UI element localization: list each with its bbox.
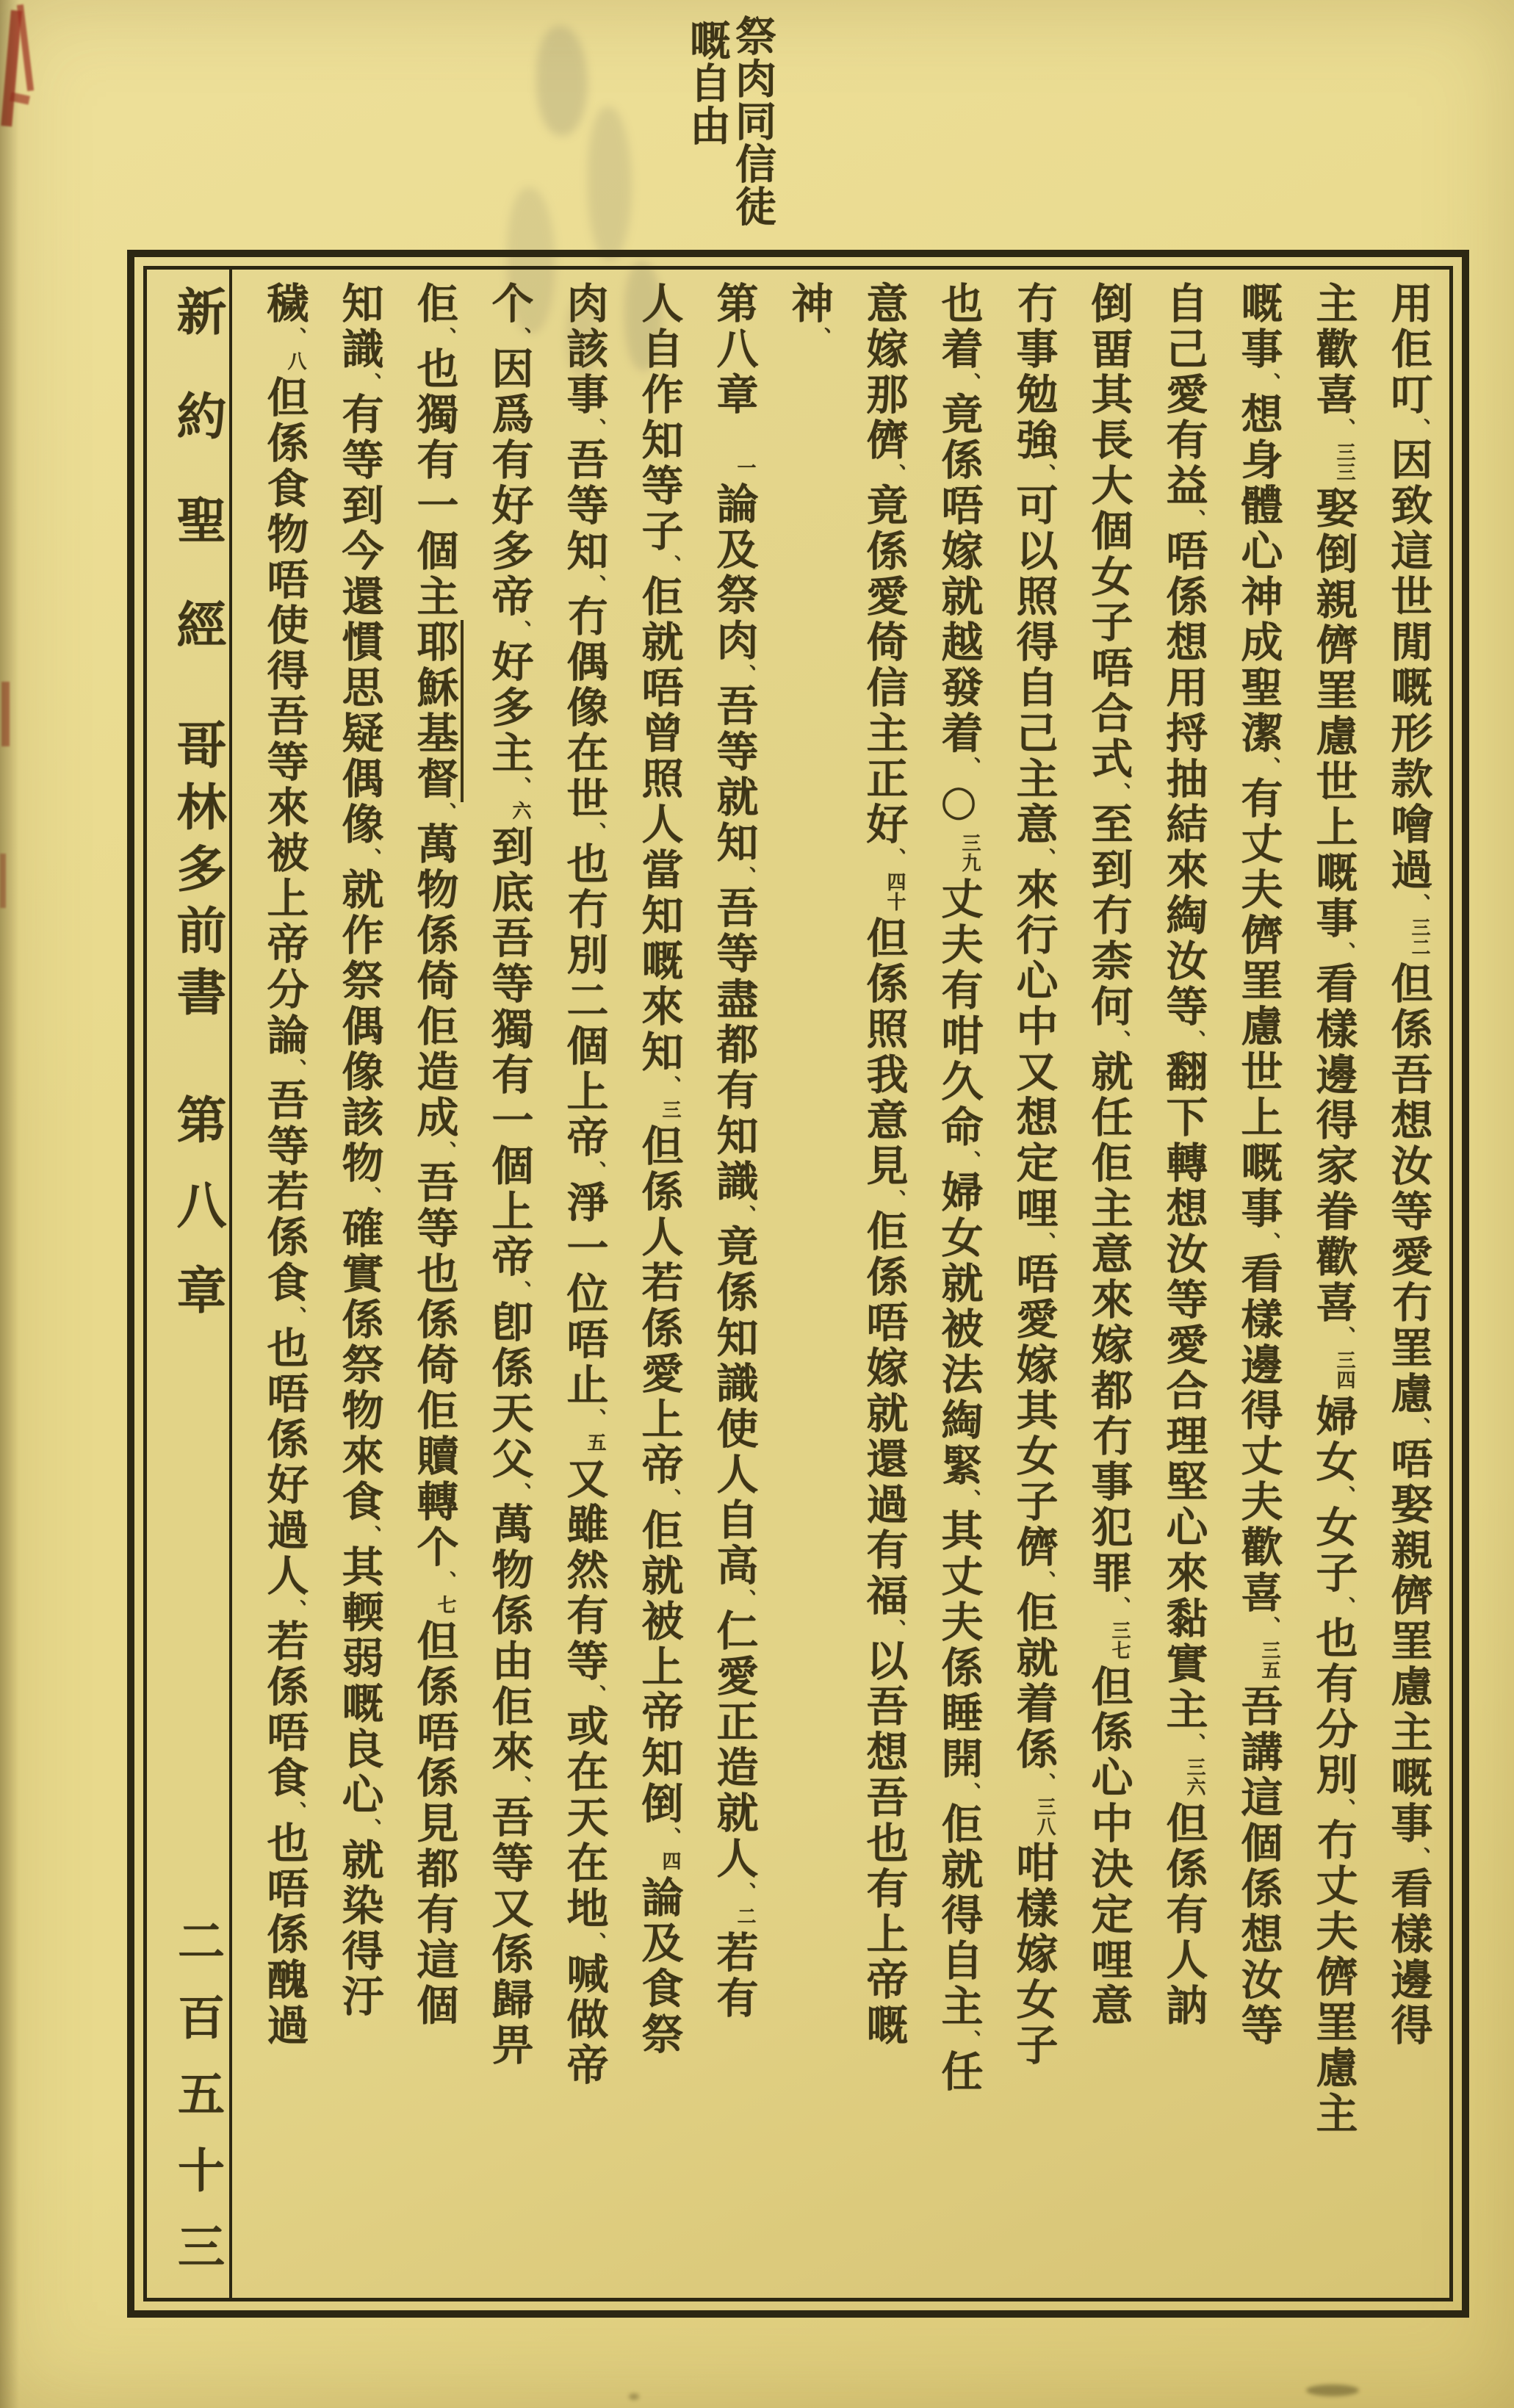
ideographic-comma: 、 [508, 776, 531, 796]
ideographic-comma: 、 [1183, 1030, 1205, 1050]
ideographic-comma: 、 [1333, 1596, 1355, 1616]
binding-shadow [0, 0, 19, 2408]
column-text: 个、因爲有好多帝、好多主、 [485, 281, 533, 796]
text-column [1371, 281, 1446, 2289]
verse-number: 八 [284, 351, 306, 371]
ideographic-comma: 、 [733, 664, 756, 684]
red-stamp-mark [17, 4, 34, 91]
verse-number: 四 [659, 1851, 681, 1871]
ideographic-comma: 、 [658, 1075, 681, 1095]
ideographic-comma: 、 [583, 822, 606, 842]
ideographic-comma: 、 [1407, 1417, 1430, 1437]
text-column [247, 281, 322, 2289]
ink-smudge [536, 26, 588, 136]
ink-smudge [1306, 2384, 1359, 2396]
column-text: 但係心中決定哩意 [1084, 1665, 1133, 2029]
text-column [1296, 281, 1371, 2289]
ideographic-comma: 、 [1033, 1232, 1056, 1252]
ideographic-comma: 、 [1258, 1616, 1280, 1636]
column-text: 但係人若係愛上帝、佢就被上帝知倒、 [635, 1124, 683, 1847]
column-text: 若有 [710, 1931, 758, 2022]
ideographic-comma: 、 [583, 1684, 606, 1704]
ink-smudge [629, 2393, 639, 2400]
ideographic-comma: 、 [1333, 1798, 1355, 1818]
ideographic-comma: 、 [958, 2030, 981, 2050]
column-text: 但係食物唔使得吾等來被上帝分論、吾等若係食、也唔係好過人、若係唔食、也唔係醜過 [260, 375, 309, 2049]
ideographic-comma: 、 [358, 1525, 381, 1545]
text-column [696, 281, 771, 2289]
ideographic-comma: 、 [958, 372, 981, 392]
ideographic-comma: 、 [1033, 1571, 1056, 1590]
text-column [1071, 281, 1146, 2289]
ideographic-comma: 、 [583, 418, 606, 438]
ideographic-comma: 、 [1033, 1773, 1056, 1792]
page-frame-inner [143, 266, 1453, 2301]
ideographic-comma: 、 [508, 620, 531, 640]
ideographic-comma: 、 [358, 1186, 381, 1206]
column-text: 丈夫有咁久命、婦女就被法綯緊、其丈夫係睡開、佢就得自主、任 [934, 877, 983, 2095]
ideographic-comma: 、 [1333, 942, 1355, 962]
ideographic-comma: 、 [1333, 418, 1355, 438]
column-text: 但係吾想汝等愛冇罣慮、唔娶親儕罣慮主嘅事、看樣邊得 [1384, 962, 1432, 2049]
ideographic-comma: 、 [958, 1782, 981, 1802]
verse-number: 三八 [1034, 1797, 1056, 1836]
text-column [771, 281, 846, 2289]
text-column [921, 281, 996, 2289]
ideographic-comma: 、 [658, 1488, 681, 1508]
chapter-heading: 第八章 [710, 281, 758, 418]
ideographic-comma: 、 [1108, 1030, 1131, 1050]
verse-number: 一 [734, 458, 756, 477]
column-text: 、萬物係倚佢造成、吾等也係倚佢贖轉个、 [410, 802, 458, 1590]
column-text: 意嫁那儕、竟係愛倚信主正好、 [859, 281, 908, 868]
ideographic-comma: 、 [284, 1801, 306, 1821]
ideographic-comma: 、 [284, 1599, 306, 1619]
verse-number: 三五 [1258, 1640, 1280, 1680]
ideographic-comma: 、 [583, 574, 606, 594]
text-column [547, 281, 621, 2289]
ideographic-comma: 、 [583, 1932, 606, 1952]
column-text: 自己愛有益、唔係想用捋抽結來綯汝等、翻下轉想汝等愛合理堅心來黏實主、 [1159, 281, 1208, 1753]
ideographic-comma: 、 [883, 464, 906, 483]
column-text: 人自作知等子、佢就唔曾照人當知嘅來知、 [635, 281, 683, 1095]
verse-number: 三二 [1408, 918, 1430, 957]
book-title: 哥林多前書 [168, 719, 226, 1028]
ideographic-comma: 、 [284, 327, 306, 347]
ideographic-comma: 、 [1333, 1326, 1355, 1346]
proper-noun-marked-text: 耶穌基督 [410, 620, 464, 802]
ideographic-comma: 、 [1407, 418, 1430, 438]
ideographic-comma: 、 [508, 1482, 531, 1502]
column-text: 論及食祭 [635, 1875, 683, 2058]
chapter-label: 第八章 [168, 1094, 226, 1349]
column-text: 主歡喜、 [1309, 281, 1358, 438]
main-text-area [237, 281, 1446, 2289]
text-column [846, 281, 921, 2289]
verse-number: 三四 [1333, 1350, 1355, 1390]
verse-number: 四十 [884, 872, 906, 912]
ideographic-comma: 、 [1183, 1733, 1205, 1753]
column-text: 吾講這個係想汝等 [1234, 1684, 1283, 2049]
column-text: 穢、 [260, 281, 309, 347]
ideographic-comma: 、 [433, 802, 456, 822]
ideographic-comma: 、 [1108, 782, 1131, 802]
ideographic-comma: 、 [883, 1189, 906, 1209]
verse-number: 七 [434, 1595, 456, 1615]
ideographic-comma: 、 [508, 1280, 531, 1300]
column-text: 佢、也獨有一個主 [410, 281, 458, 620]
ideographic-comma: 、 [733, 1882, 756, 1902]
ideographic-comma: 、 [1033, 848, 1056, 868]
ideographic-comma: 、 [658, 1827, 681, 1847]
ideographic-comma: 、 [1407, 1847, 1430, 1867]
ideographic-comma: 、 [883, 1619, 906, 1639]
ideographic-comma: 、 [1108, 1596, 1131, 1616]
verse-number: 三 [659, 1100, 681, 1120]
ideographic-comma: 、 [433, 1141, 456, 1161]
column-text: 又雖然有等、或在天在地、喊做帝 [560, 1457, 608, 2088]
ideographic-comma: 、 [658, 555, 681, 574]
ideographic-comma: 、 [508, 1776, 531, 1795]
page-frame [127, 250, 1469, 2318]
verse-number: 三七 [1109, 1621, 1131, 1660]
ideographic-comma: 、 [1407, 893, 1430, 913]
text-column [621, 281, 696, 2289]
ideographic-comma: 、 [958, 757, 981, 776]
column-text: 神、 [785, 281, 833, 347]
ink-smudge [588, 107, 632, 261]
column-text: 知識、有等到今還慣思疑偶像、就作祭偶像該物、確實係祭物來食、其輭弱嘅良心、就染得汙 [335, 281, 383, 2020]
ideographic-comma: 、 [358, 1818, 381, 1838]
bible-title: 新約聖經 [168, 286, 226, 703]
ideographic-comma: 、 [1033, 464, 1056, 483]
column-text: 倒畱其長大個女子唔合式、至到冇柰何、就任佢主意來嫁都冇事犯罪、 [1084, 281, 1133, 1616]
running-header-outer: 祭肉同信徒 [729, 15, 776, 228]
ideographic-comma: 、 [1258, 1232, 1280, 1252]
ideographic-comma: 、 [883, 848, 906, 868]
column-text: 但係照我意見、佢係唔嫁就還過有福、以吾想吾也有上帝嘅 [859, 916, 908, 2049]
column-text: 用佢叮、因致這世閒嘅形款噲過、 [1384, 281, 1432, 913]
ideographic-comma: 、 [583, 1161, 606, 1180]
ideographic-comma: 、 [808, 327, 831, 347]
text-column [996, 281, 1071, 2289]
text-column [322, 281, 397, 2289]
ideographic-comma: 、 [433, 327, 456, 347]
ideographic-comma: 、 [508, 327, 531, 347]
verse-number: 二 [734, 1906, 756, 1926]
ideographic-comma: 、 [358, 848, 381, 868]
column-text: 冇事勉強、可以照得自己主意、來行心中又想定哩、唔愛嫁其女子儕、佢就着係、 [1009, 281, 1058, 1792]
ideographic-comma: 、 [284, 1059, 306, 1078]
ideographic-comma: 、 [733, 1589, 756, 1609]
ideographic-comma: 、 [284, 1306, 306, 1326]
column-text: 論及祭肉、吾等就知、吾等盡都有知識、竟係知識使人自高、仁愛正造就人、 [710, 482, 758, 1902]
column-text: 但係唔係見都有這個 [410, 1619, 458, 2029]
column-text: 娶倒親儕罣慮世上嘅事、看樣邊得家眷歡喜、 [1309, 486, 1358, 1346]
ideographic-comma: 、 [733, 1205, 756, 1225]
text-column [1146, 281, 1221, 2289]
text-column [397, 281, 472, 2289]
verse-number: 五 [584, 1432, 606, 1452]
verse-number: 三九 [959, 833, 981, 873]
ideographic-comma: 、 [1183, 509, 1205, 529]
verse-number: 三六 [1183, 1757, 1205, 1797]
ideographic-comma: 、 [433, 1571, 456, 1590]
column-text: 也着、竟係唔嫁就越發着、○ [934, 281, 983, 829]
page-number: 二百五十三 [170, 1917, 224, 2299]
ideographic-comma: 、 [1333, 1485, 1355, 1505]
column-text: 咁樣嫁女子 [1009, 1841, 1058, 2069]
text-column [1221, 281, 1296, 2289]
ideographic-comma: 、 [1258, 372, 1280, 392]
verse-number: 三三 [1333, 442, 1355, 482]
ideographic-comma: 、 [958, 1150, 981, 1170]
column-text: 嘅事、想身體心神成聖潔、有丈夫儕罣慮世上嘅事、看樣邊得丈夫歡喜、 [1234, 281, 1283, 1636]
column-text: 但係有人訥 [1159, 1801, 1208, 2029]
column-text: 肉該事、吾等知、冇偶像在世、也冇別二個上帝、淨一位唔止、 [560, 281, 608, 1428]
ideographic-comma: 、 [583, 1408, 606, 1428]
running-header-inner: 嘅自由 [683, 19, 731, 147]
column-text: 婦女、女子、也有分別、冇丈夫儕罣慮主 [1309, 1394, 1358, 2137]
column-text: 到底吾等獨有一個上帝、卽係天父、萬物係由佢來、吾等又係歸畀 [485, 825, 533, 2069]
ideographic-comma: 、 [958, 1489, 981, 1509]
ideographic-comma: 、 [358, 372, 381, 392]
ideographic-comma: 、 [733, 866, 756, 886]
ideographic-comma: 、 [1258, 757, 1280, 776]
text-column [472, 281, 547, 2289]
verse-number: 六 [509, 801, 531, 821]
